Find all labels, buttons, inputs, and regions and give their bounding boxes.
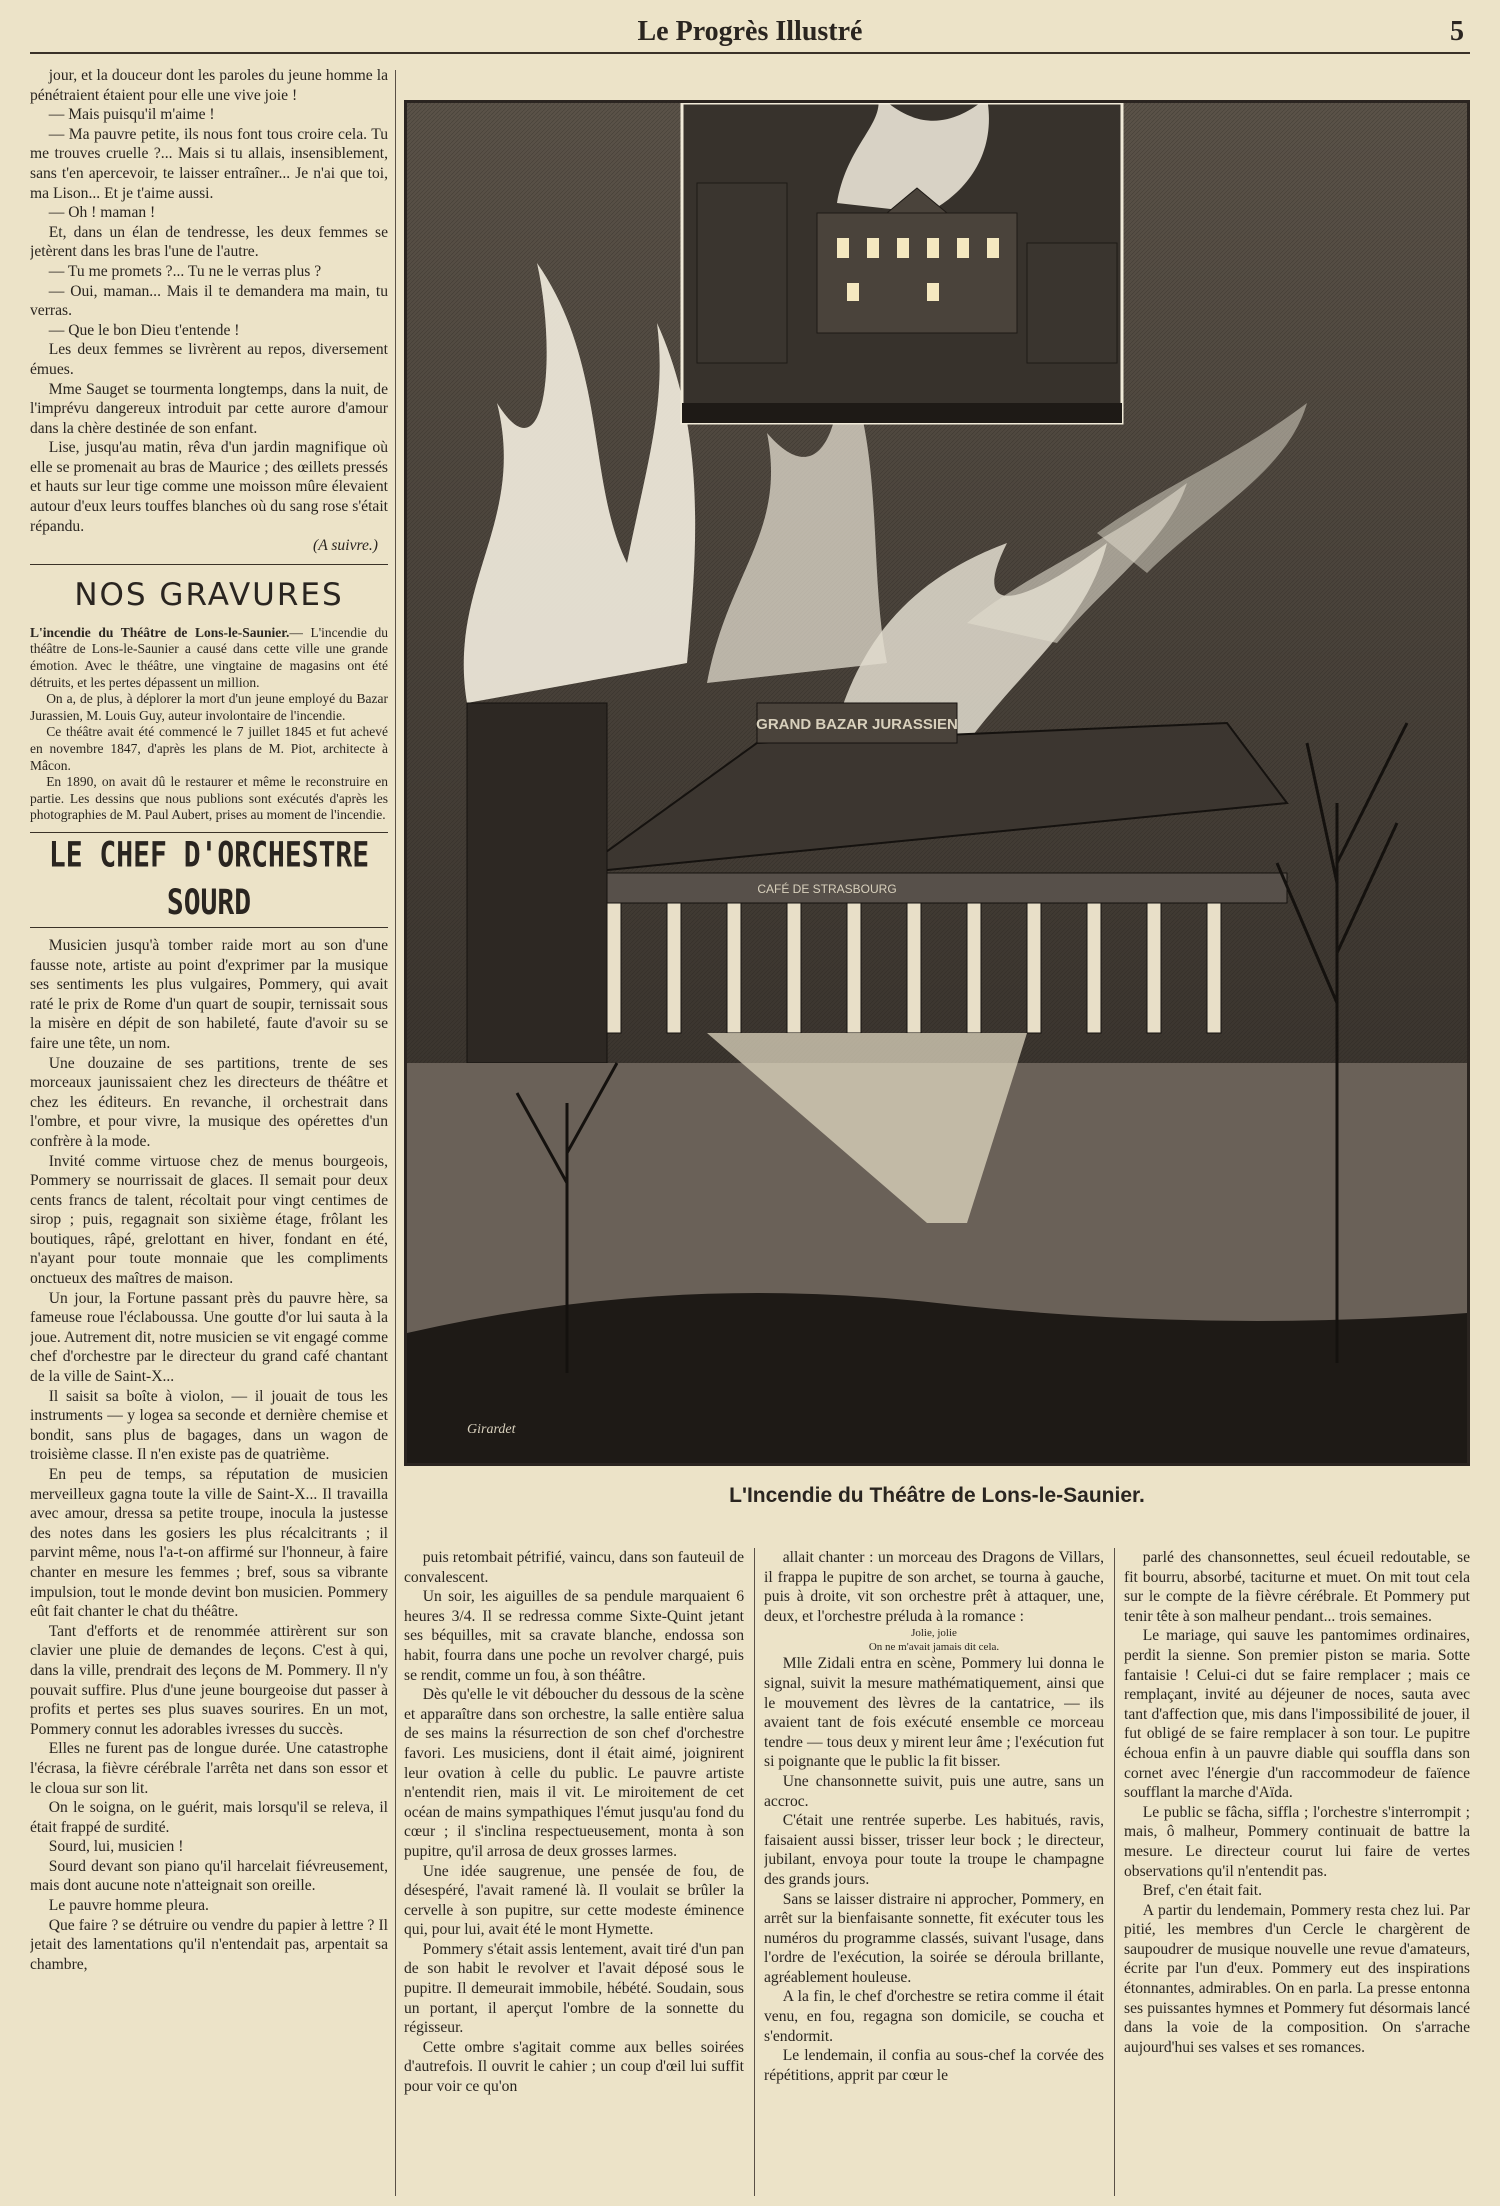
story-title: LE CHEF D'ORCHESTRE SOURD (48, 833, 370, 923)
story-paragraph: Musicien jusqu'à tomber raide mort au son d'une fausse note, artiste au point d'exprimer par la musique ses sentiments les plus vulgaires, Pommery, qui avait raté le prix de Rome d'un quart de soupir, ternissait sous la misère en dépit de son habileté, faute d'avoir su se faire une tête, un nom. (30, 936, 388, 1052)
sign-grand-bazar: GRAND BAZAR JURASSIEN (756, 716, 958, 733)
story-paragraph: Sourd devant son piano qu'il harcelait fiévreusement, mais dont aucune note n'atteignait son oreille. (30, 1857, 388, 1895)
engraving-theatre-fire (404, 100, 1470, 1466)
feuilleton-continuation (30, 66, 388, 536)
story-column-4 (1124, 1548, 1470, 2196)
feuilleton-paragraph: Lise, jusqu'au matin, rêva d'un jardin magnifique où elle se promenait au bras de Maurice ; des œillets pressés et hauts sur leur tige comme une moisson mûre élevaient autour d'eux leurs touffes blanches où du sang rose s'était répandu. (30, 439, 388, 535)
story-paragraph: Le mariage, qui sauve les pantomimes ordinaires, perdit la sienne. Son premier piston se maria. Sotte fantaisie ! Celui-ci dut se faire remplacer ; mais ce remplaçant, invité au déjeuner de noces, sauta avec tant d'affection que, mis dans l'impossibilité de jouer, il fut obligé de se faire remplacer à son tour. Le pupitre échoua enfin à un pauvre diable qui souffla dans son cornet avec l'énergie d'un raccommodeur de faïence soufflant la marche d'Aïda. (1124, 1627, 1470, 1802)
story-paragraph: On le soigna, on le guérit, mais lorsqu'il se releva, il était frappé de surdité. (30, 1799, 388, 1836)
page-header (30, 12, 1470, 54)
feuilleton-paragraph: Les deux femmes se livrèrent au repos, diversement émues. (30, 341, 388, 378)
story-paragraph: puis retombait pétrifié, vaincu, dans son fauteuil de convalescent. (404, 1549, 744, 1586)
section-divider (30, 927, 388, 928)
nos-gravures-paragraph: On a, de plus, à déplorer la mort d'un jeune employé du Bazar Jurassien, M. Louis Guy, auteur involontaire de l'incendie. (30, 691, 388, 723)
story-paragraph: Mlle Zidali entra en scène, Pommery lui donna le signal, suivit la mesure mathématiquement, ainsi que le mouvement des lèvres de la cantatrice, — ils avaient tant de fois exécuté ensemble ce morceau tendre — tous deux y mirent leur âme ; l'exécution fut si poignante que le public la fit bisser. (764, 1655, 1104, 1771)
story-paragraph: Dès qu'elle le vit déboucher du dessous de la scène et apparaître dans son orchestre, la salle entière salua de ses mains la résurrection de son chef d'orchestre favori. Les musiciens, dont il était aimé, joignirent leur ovation à celle du public. Le pauvre artiste n'entendit rien, mais il vit. Le miroitement de cet océan de mains sympathiques l'émut jusqu'au fond du cœur ; il s'inclina respectueusement, monta à son pupitre, qu'il arrosa de deux grosses larmes. (404, 1686, 744, 1860)
feuilleton-paragraph: — Oh ! maman ! (48, 204, 156, 222)
illustration-caption: L'Incendie du Théâtre de Lons-le-Saunier. (729, 1484, 1145, 1507)
story-paragraph: C'était une rentrée superbe. Les habitués, ravis, faisaient aussi bisser, trisser leur bock ; le directeur, jubilant, envoya pour toute la troupe le champagne des grands jours. (764, 1812, 1104, 1888)
feuilleton-paragraph: — Tu me promets ?... Tu ne le verras plus ? (48, 262, 322, 280)
story-paragraph: allait chanter : un morceau des Dragons de Villars, il frappa le pupitre de son archet, se tourna à gauche, puis à droite, vit son orchestre prêt à attaquer, une, deux, et l'orchestre préluda à la romance : (764, 1549, 1104, 1625)
feuilleton-paragraph: jour, et la douceur dont les paroles du jeune homme la pénétraient étaient pour elle une vive joie ! (30, 67, 388, 104)
page-number: 5 (1450, 16, 1464, 47)
story-paragraph: Sourd, lui, musicien ! (48, 1838, 184, 1856)
story-paragraph: Pommery s'était assis lentement, avait tiré d'un pan de son habit le revolver et l'avait déposé sous le pupitre. Il demeurait immobile, hébété. Soudain, sous un portant, il aperçut l'ombre de la sonnette du régisseur. (404, 1940, 744, 2037)
story-paragraph: Que faire ? se détruire ou vendre du papier à lettre ? Il jetait des lamentations qu'il n'entendait pas, arpentait sa chambre, (30, 1916, 388, 1973)
story-column-1 (30, 936, 388, 1974)
feuilleton-paragraph: Et, dans un élan de tendresse, les deux femmes se jetèrent dans les bras l'une de l'autre. (30, 223, 388, 261)
story-paragraph: Invité comme virtuose chez de menus bourgeois, Pommery se nourrissait de glaces. Il semait pour deux cents francs de talent, récoltait pour vingt centimes de sirop ; puis, regagnait son sixième étage, frôlant les boutiques, râpé, grelottant en hiver, fondant en été, n'ayant pour toute monnaie que les compliments onctueux des maîtres de maison. (30, 1152, 388, 1288)
feuilleton-paragraph: — Oui, maman... Mais il te demandera ma main, tu verras. (30, 282, 388, 320)
story-paragraph: Le lendemain, il confia au sous-chef la corvée des répétitions, apprit par cœur le (764, 2047, 1104, 2084)
story-paragraph: Une chansonnette suivit, puis une autre, sans un accroc. (764, 1772, 1104, 1810)
song-verse: Jolie, jolie (911, 1627, 957, 1640)
story-paragraph: Un soir, les aiguilles de sa pendule marquaient 6 heures 3/4. Il se redressa comme Sixte-Quint jetant ses béquilles, mit sa cravate blanche, endossa son habit, fourra dans une poche un revolver chargé, puis se rendit, comme un fou, à son théâtre. (404, 1588, 744, 1684)
inset-theatre-view (682, 103, 1122, 423)
nos-gravures-lead: L'incendie du Théâtre de Lons-le-Saunier. (30, 624, 290, 640)
story-paragraph: A la fin, le chef d'orchestre se retira comme il était venu, en fou, regagna son domicile, se coucha et s'endormit. (764, 1988, 1104, 2045)
story-column-2 (404, 1548, 744, 2196)
feuilleton-paragraph: — Ma pauvre petite, ils nous font tous croire cela. Tu me trouves cruelle ?... Mais si tu allais, insensiblement, sans t'en apercevoir, te laisser entraîner... Je n'ai que toi, ma Lison... Et je t'aime aussi. (30, 125, 388, 202)
story-paragraph: Bref, c'en était fait. (1142, 1882, 1262, 1900)
story-paragraph: Le pauvre homme pleura. (48, 1897, 209, 1915)
feuilleton-paragraph: — Que le bon Dieu t'entende ! (48, 321, 240, 339)
feuilleton-paragraph: — Mais puisqu'il m'aime ! (48, 106, 215, 124)
story-paragraph: En peu de temps, sa réputation de musicien merveilleux gagna toute la ville de Saint-X... Il travailla avec amour, dressa sa petite troupe, inocula la justesse des notes dans les gosiers les plus récalcitrants ; il parvint même, nous l'a-t-on affirmé sur l'honneur, à faire chanter en mesure les femmes ; bref, sous sa vibrante impulsion, tout le monde devint bon musicien. Pommery eût fait chanter le chat du théâtre. (30, 1466, 388, 1621)
song-verse: On ne m'avait jamais dit cela. (868, 1641, 1000, 1654)
story-column-3 (764, 1548, 1104, 2196)
feuilleton-paragraph: Mme Sauget se tourmenta longtemps, dans la nuit, de l'imprévu dangereux introduit par cette aurore d'amour dans la chère destinée de son enfant. (30, 380, 388, 437)
story-paragraph: Tant d'efforts et de renommée attirèrent sur son clavier une pluie de demandes de leçons. C'est à qui, dans la ville, prendrait des leçons de M. Pommery. Il n'y pouvait suffire. Plus d'une jeune bourgeoise dut passer à profits et pertes ses plus suaves sourires. En un mot, Pommery connut les adorables ivresses du succès. (30, 1622, 388, 1738)
story-paragraph: Sans se laisser distraire ni approcher, Pommery, en arrêt sur la bienfaisante sonnette, fit exécuter tous les numéros du programme classés, suivant l'usage, dans l'ordre de l'exécution, la soirée se déroula brillante, agréablement houleuse. (764, 1890, 1104, 1986)
story-paragraph: parlé des chansonnettes, seul écueil redoutable, se fit bourru, absorbé, taciturne et muet. On mit tout cela sur le compte de la fièvre cérébrale. Et Pommery put tenir tête à son malheur pendant... trois semaines. (1124, 1549, 1470, 1625)
story-paragraph: Il saisit sa boîte à violon, — il jouait de tous les instruments — y logea sa seconde et dernière chemise et bondit, sans plus de bagages, dans un wagon de troisième classe. Il n'en existe pas de quatrième. (30, 1387, 388, 1464)
story-paragraph: Le public se fâcha, siffla ; l'orchestre s'interrompit ; mais, ô malheur, Pommery continuait de battre la mesure. Le directeur courut lui faire de vertes observations qu'il n'entendit pas. (1124, 1803, 1470, 1880)
engraving-drawing (407, 103, 1467, 1463)
story-paragraph: Une douzaine de ses partitions, trente de ses morceaux jaunissaient chez les directeurs de théâtre et chez les éditeurs. En revanche, il orchestrait dans l'ombre, et pour vivre, la musique des opérettes d'un confrère à la mode. (30, 1054, 388, 1150)
left-column (30, 66, 388, 2196)
artist-signature: Girardet (467, 1422, 516, 1437)
story-paragraph: Cette ombre s'agitait comme aux belles soirées d'autrefois. Il ouvrit le cahier ; un coup d'œil lui suffit pour voir ce qu'on (404, 2038, 744, 2096)
story-paragraph: A partir du lendemain, Pommery resta chez lui. Par pitié, les membres d'un Cercle le chargèrent de saupoudrer de musique nouvelle une revue d'amateurs, écrite par l'un d'eux. Pommery eut des inspirations étonnantes, admirables. On en parla. La presse entonna ses puissantes hymnes et Pommery fut désormais lancé dans la voie de la composition. On s'arrache aujourd'hui ses valses et ses romances. (1124, 1901, 1470, 2056)
story-paragraph: Un jour, la Fortune passant près du pauvre hère, sa fameuse roue l'éclaboussa. Une goutte d'or lui sauta à la joue. Autrement dit, notre musicien se vit engagé comme chef d'orchestre par le directeur du grand café chantant de la ville de Saint-X... (30, 1289, 388, 1386)
column-rule (754, 1548, 755, 2196)
nos-gravures-first-paragraph (30, 625, 388, 691)
column-rule (395, 70, 396, 2196)
to-be-continued: (A suivre.) (313, 537, 378, 555)
nos-gravures-paragraph: En 1890, on avait dû le restaurer et même le reconstruire en partie. Les dessins que nous publions sont exécutés d'après les photographies de M. Paul Aubert, prises au moment de l'incendie. (30, 774, 388, 823)
nos-gravures-first-text: — L'incendie du théâtre de Lons-le-Saunier a causé dans cette ville une grande émotion. Avec le théâtre, une vingtaine de magasins ont été détruits, et les pertes dépassent un million. (30, 624, 388, 690)
newspaper-title: Le Progrès Illustré (637, 16, 863, 47)
sign-cafe: CAFÉ DE STRASBOURG (757, 882, 897, 896)
section-divider (30, 564, 388, 565)
nos-gravures-title: NOS GRAVURES (74, 576, 344, 613)
nos-gravures-article (30, 625, 388, 824)
story-paragraph: Une idée saugrenue, une pensée de fou, de désespéré, l'avait ramené là. Il voulait se brûler la cervelle à son pupitre, sur cette modeste éminence qui, pour lui, avait été le mont Hymette. (404, 1862, 744, 1939)
nos-gravures-paragraph: Ce théâtre avait été commencé le 7 juillet 1845 et fut achevé en novembre 1847, d'après les plans de M. Piot, architecte à Mâcon. (30, 724, 388, 773)
column-rule (1114, 1548, 1115, 2196)
story-paragraph: Elles ne furent pas de longue durée. Une catastrophe l'écrasa, la fièvre cérébrale l'arrêta net dans son essor et le cloua sur son lit. (30, 1740, 388, 1797)
